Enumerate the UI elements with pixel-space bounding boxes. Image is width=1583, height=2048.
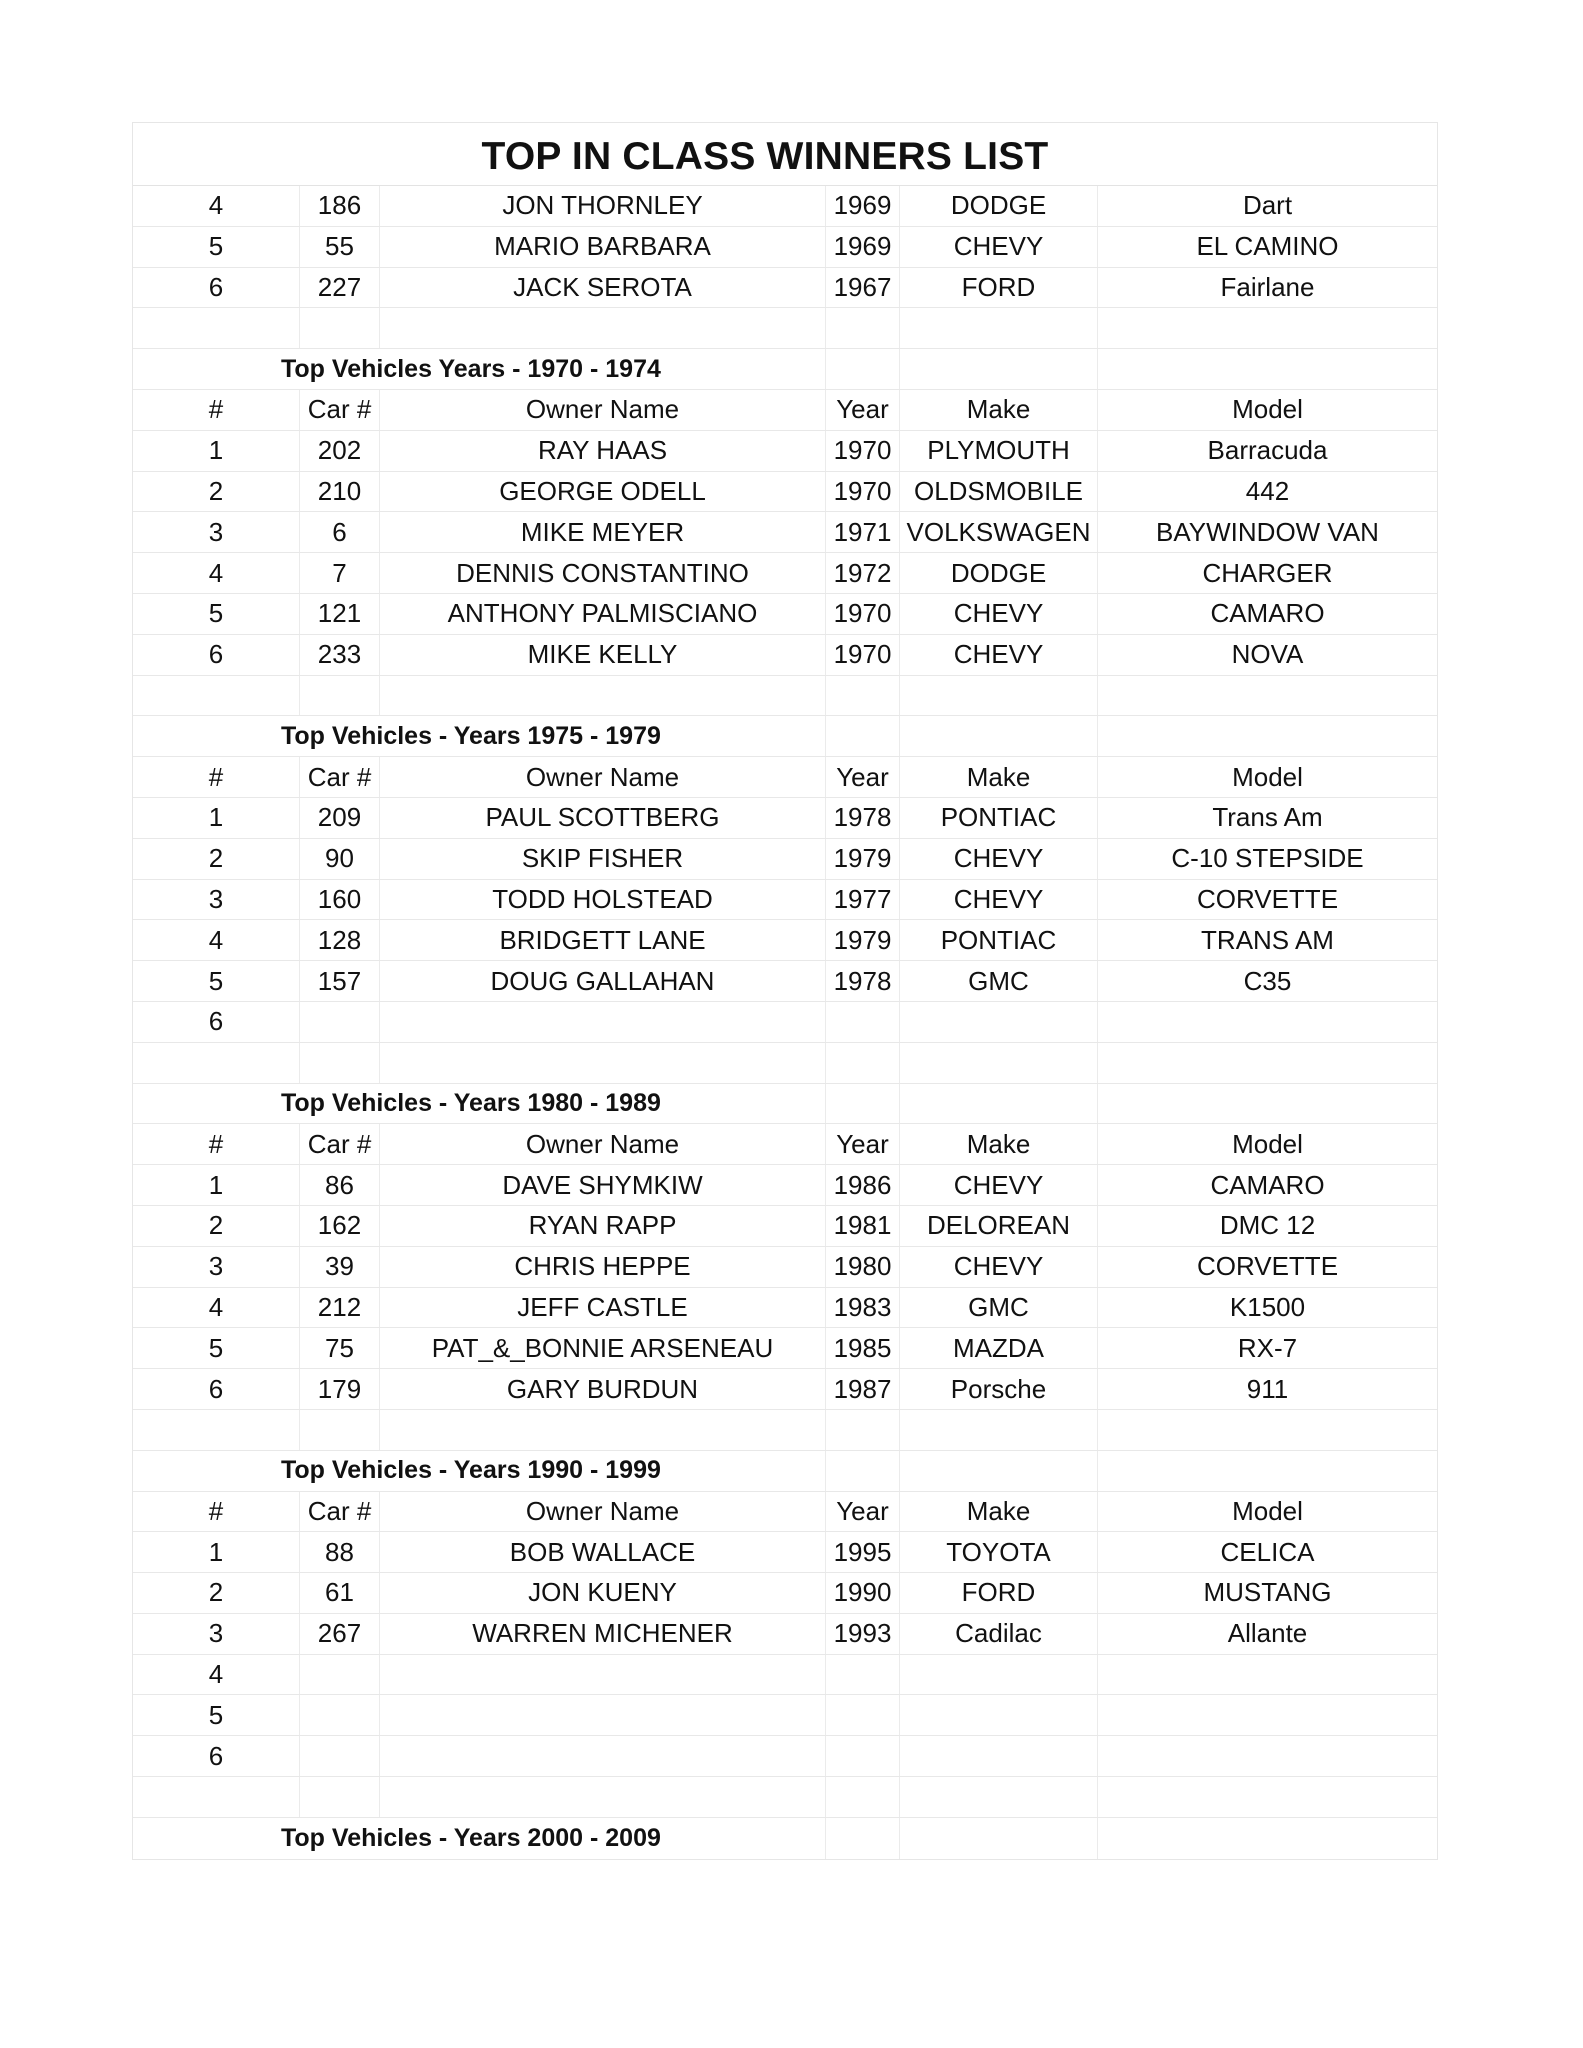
table-row: [133, 1288, 1437, 1329]
model-cell: Dart: [1242, 190, 1293, 221]
empty-cell: [380, 676, 826, 716]
table-row: [133, 268, 1437, 309]
rank-cell: 6: [133, 1002, 300, 1042]
year-cell: 1987: [826, 1369, 900, 1409]
column-header-row: [133, 390, 1437, 431]
make-cell: CHEVY: [900, 1165, 1098, 1205]
column-header-row: [133, 1492, 1437, 1533]
model-cell: C-10 STEPSIDE: [1171, 843, 1364, 874]
model-cell: RX-7: [1237, 1332, 1298, 1363]
column-header-year: Year: [826, 1492, 900, 1532]
model-cell: K1500: [1229, 1291, 1306, 1322]
table-row: [133, 1614, 1437, 1655]
column-header-year: Year: [826, 390, 900, 430]
rank-cell: 4: [133, 1655, 300, 1695]
rank-cell: 4: [133, 553, 300, 593]
year-cell: 1978: [826, 798, 900, 838]
owner-cell: DENNIS CONSTANTINO: [380, 553, 826, 593]
empty-cell: [300, 1043, 380, 1083]
empty-cell: [900, 1043, 1098, 1083]
year-cell: 1983: [826, 1288, 900, 1328]
year-cell: 1971: [826, 512, 900, 552]
make-cell: GMC: [900, 1288, 1098, 1328]
table-row: [133, 227, 1437, 268]
model-cell: CAMARO: [1210, 1169, 1325, 1200]
year-cell: [826, 1655, 900, 1695]
owner-cell: DOUG GALLAHAN: [380, 961, 826, 1001]
empty-cell: [826, 349, 900, 389]
year-cell: [826, 1695, 900, 1735]
empty-cell: [1098, 1043, 1437, 1083]
year-cell: 1977: [826, 880, 900, 920]
car-cell: 212: [300, 1288, 380, 1328]
owner-cell: RAY HAAS: [380, 431, 826, 471]
model-cell: C35: [1243, 965, 1292, 996]
empty-cell: [900, 1777, 1098, 1817]
make-cell: CHEVY: [900, 594, 1098, 634]
make-cell: GMC: [900, 961, 1098, 1001]
owner-cell: [380, 1002, 826, 1042]
make-cell: Cadilac: [900, 1614, 1098, 1654]
car-cell: 90: [300, 839, 380, 879]
table-row: [133, 553, 1437, 594]
year-cell: 1986: [826, 1165, 900, 1205]
column-header-car: Car #: [300, 390, 380, 430]
empty-cell: [826, 308, 900, 348]
spacer-row: [133, 1043, 1437, 1084]
car-cell: 7: [300, 553, 380, 593]
model-cell: CHARGER: [1202, 557, 1333, 588]
car-cell: 233: [300, 635, 380, 675]
empty-cell: [1098, 1818, 1437, 1859]
column-header-make: Make: [900, 1124, 1098, 1164]
make-cell: CHEVY: [900, 880, 1098, 920]
empty-cell: [826, 1818, 900, 1859]
empty-cell: [1098, 349, 1437, 389]
column-header-model: Model: [1232, 1128, 1303, 1159]
owner-cell: TODD HOLSTEAD: [380, 880, 826, 920]
model-cell: EL CAMINO: [1196, 231, 1339, 262]
column-header-owner: Owner Name: [380, 1492, 826, 1532]
empty-cell: [133, 1777, 300, 1817]
table-row: [133, 186, 1437, 227]
column-header-make: Make: [900, 1492, 1098, 1532]
table-row: [133, 635, 1437, 676]
owner-cell: JEFF CASTLE: [380, 1288, 826, 1328]
table-row: [133, 961, 1437, 1002]
table-row: [133, 1247, 1437, 1288]
make-cell: MAZDA: [900, 1328, 1098, 1368]
year-cell: 1970: [826, 635, 900, 675]
make-cell: PONTIAC: [900, 920, 1098, 960]
model-cell: 911: [1246, 1373, 1289, 1404]
table-row: [133, 431, 1437, 472]
column-header-car: Car #: [300, 1492, 380, 1532]
empty-cell: [900, 716, 1098, 756]
car-cell: 128: [300, 920, 380, 960]
year-cell: 1981: [826, 1206, 900, 1246]
make-cell: TOYOTA: [900, 1532, 1098, 1572]
winners-table: [132, 122, 1438, 1860]
year-cell: 1993: [826, 1614, 900, 1654]
car-cell: 210: [300, 472, 380, 512]
section-title: Top Vehicles - Years 2000 - 2009: [133, 1818, 826, 1859]
model-cell: Allante: [1227, 1618, 1308, 1649]
empty-cell: [900, 1410, 1098, 1450]
make-cell: PLYMOUTH: [900, 431, 1098, 471]
section-title-row: [133, 349, 1437, 390]
column-header-make: Make: [900, 390, 1098, 430]
model-cell: TRANS AM: [1201, 924, 1334, 955]
owner-cell: RYAN RAPP: [380, 1206, 826, 1246]
owner-cell: GEORGE ODELL: [380, 472, 826, 512]
owner-cell: MIKE KELLY: [380, 635, 826, 675]
rank-cell: 4: [133, 1288, 300, 1328]
column-header-owner: Owner Name: [380, 1124, 826, 1164]
column-header-rank: #: [133, 1124, 300, 1164]
make-cell: VOLKSWAGEN: [900, 512, 1098, 552]
model-cell: [1098, 1736, 1437, 1776]
year-cell: 1969: [826, 186, 900, 226]
model-cell: Trans Am: [1212, 802, 1323, 833]
rank-cell: 4: [133, 920, 300, 960]
car-cell: 86: [300, 1165, 380, 1205]
empty-cell: [133, 1410, 300, 1450]
column-header-row: [133, 757, 1437, 798]
model-cell: CAMARO: [1210, 598, 1325, 629]
empty-cell: [1098, 1777, 1437, 1817]
empty-cell: [900, 676, 1098, 716]
column-header-year: Year: [826, 757, 900, 797]
empty-cell: [900, 349, 1098, 389]
year-cell: 1970: [826, 472, 900, 512]
section-title: Top Vehicles Years - 1970 - 1974: [133, 349, 826, 389]
section-title: Top Vehicles - Years 1990 - 1999: [133, 1451, 826, 1491]
car-cell: 39: [300, 1247, 380, 1287]
year-cell: [826, 1736, 900, 1776]
make-cell: DODGE: [900, 553, 1098, 593]
rank-cell: 6: [133, 1736, 300, 1776]
rank-cell: 1: [133, 798, 300, 838]
empty-cell: [133, 1043, 300, 1083]
car-cell: 227: [300, 268, 380, 308]
owner-cell: BOB WALLACE: [380, 1532, 826, 1572]
make-cell: CHEVY: [900, 1247, 1098, 1287]
car-cell: 121: [300, 594, 380, 634]
spacer-row: [133, 308, 1437, 349]
rank-cell: 6: [133, 635, 300, 675]
make-cell: DELOREAN: [900, 1206, 1098, 1246]
owner-cell: [380, 1655, 826, 1695]
empty-cell: [300, 1777, 380, 1817]
year-cell: 1985: [826, 1328, 900, 1368]
empty-cell: [826, 676, 900, 716]
make-cell: OLDSMOBILE: [900, 472, 1098, 512]
empty-cell: [900, 308, 1098, 348]
table-row: [133, 1736, 1437, 1777]
owner-cell: JON KUENY: [380, 1573, 826, 1613]
model-cell: [1098, 1655, 1437, 1695]
rank-cell: 2: [133, 1573, 300, 1613]
car-cell: 75: [300, 1328, 380, 1368]
empty-cell: [1098, 1084, 1437, 1124]
section-title-row: [133, 1818, 1437, 1859]
rank-cell: 6: [133, 1369, 300, 1409]
year-cell: 1995: [826, 1532, 900, 1572]
table-row: [133, 1165, 1437, 1206]
section-title: Top Vehicles - Years 1980 - 1989: [133, 1084, 826, 1124]
empty-cell: [1098, 676, 1437, 716]
car-cell: [300, 1002, 380, 1042]
car-cell: 179: [300, 1369, 380, 1409]
car-cell: 88: [300, 1532, 380, 1572]
column-header-make: Make: [900, 757, 1098, 797]
empty-cell: [300, 676, 380, 716]
column-header-rank: #: [133, 390, 300, 430]
rank-cell: 5: [133, 1328, 300, 1368]
column-header-rank: #: [133, 757, 300, 797]
table-row: [133, 1369, 1437, 1410]
spacer-row: [133, 1410, 1437, 1451]
car-cell: 160: [300, 880, 380, 920]
model-cell: [1098, 1695, 1437, 1735]
empty-cell: [1098, 308, 1437, 348]
year-cell: 1969: [826, 227, 900, 267]
make-cell: [900, 1695, 1098, 1735]
spacer-row: [133, 676, 1437, 717]
rank-cell: 5: [133, 227, 300, 267]
owner-cell: ANTHONY PALMISCIANO: [380, 594, 826, 634]
owner-cell: JACK SEROTA: [380, 268, 826, 308]
car-cell: 267: [300, 1614, 380, 1654]
make-cell: FORD: [900, 268, 1098, 308]
rank-cell: 1: [133, 1165, 300, 1205]
column-header-model: Model: [1232, 394, 1303, 425]
owner-cell: MIKE MEYER: [380, 512, 826, 552]
section-title-row: [133, 1084, 1437, 1125]
car-cell: 186: [300, 186, 380, 226]
empty-cell: [380, 1043, 826, 1083]
owner-cell: GARY BURDUN: [380, 1369, 826, 1409]
column-header-car: Car #: [300, 1124, 380, 1164]
model-cell: CORVETTE: [1196, 1251, 1339, 1282]
section-title-row: [133, 1451, 1437, 1492]
empty-cell: [826, 1410, 900, 1450]
make-cell: [900, 1002, 1098, 1042]
year-cell: 1990: [826, 1573, 900, 1613]
model-cell: CELICA: [1220, 1536, 1315, 1567]
rank-cell: 4: [133, 186, 300, 226]
car-cell: 157: [300, 961, 380, 1001]
make-cell: FORD: [900, 1573, 1098, 1613]
model-cell: NOVA: [1231, 639, 1304, 670]
rank-cell: 5: [133, 1695, 300, 1735]
car-cell: [300, 1655, 380, 1695]
model-cell: BAYWINDOW VAN: [1156, 516, 1379, 547]
column-header-rank: #: [133, 1492, 300, 1532]
owner-cell: DAVE SHYMKIW: [380, 1165, 826, 1205]
owner-cell: SKIP FISHER: [380, 839, 826, 879]
make-cell: PONTIAC: [900, 798, 1098, 838]
table-row: [133, 1655, 1437, 1696]
empty-cell: [380, 1777, 826, 1817]
column-header-owner: Owner Name: [380, 757, 826, 797]
rank-cell: 3: [133, 1614, 300, 1654]
owner-cell: PAT_&_BONNIE ARSENEAU: [380, 1328, 826, 1368]
owner-cell: CHRIS HEPPE: [380, 1247, 826, 1287]
page-title: TOP IN CLASS WINNERS LIST: [481, 135, 1049, 178]
rank-cell: 6: [133, 268, 300, 308]
empty-cell: [900, 1818, 1098, 1859]
empty-cell: [380, 1410, 826, 1450]
table-row: [133, 839, 1437, 880]
empty-cell: [1098, 1451, 1437, 1491]
column-header-model: Model: [1232, 1495, 1303, 1526]
section-title: Top Vehicles - Years 1975 - 1979: [133, 716, 826, 756]
model-cell: DMC 12: [1219, 1210, 1316, 1241]
car-cell: 209: [300, 798, 380, 838]
column-header-model: Model: [1232, 761, 1303, 792]
rank-cell: 3: [133, 880, 300, 920]
table-row: [133, 512, 1437, 553]
car-cell: [300, 1736, 380, 1776]
table-row: [133, 1206, 1437, 1247]
model-cell: Fairlane: [1220, 271, 1315, 302]
make-cell: DODGE: [900, 186, 1098, 226]
table-row: [133, 1328, 1437, 1369]
table-row: [133, 1695, 1437, 1736]
table-row: [133, 1573, 1437, 1614]
empty-cell: [900, 1451, 1098, 1491]
rank-cell: 3: [133, 512, 300, 552]
car-cell: 162: [300, 1206, 380, 1246]
model-cell: Barracuda: [1207, 435, 1328, 466]
table-row: [133, 798, 1437, 839]
column-header-year: Year: [826, 1124, 900, 1164]
empty-cell: [1098, 716, 1437, 756]
year-cell: 1970: [826, 594, 900, 634]
rank-cell: 1: [133, 431, 300, 471]
empty-cell: [133, 308, 300, 348]
model-cell: [1098, 1002, 1437, 1042]
make-cell: CHEVY: [900, 839, 1098, 879]
make-cell: CHEVY: [900, 227, 1098, 267]
column-header-car: Car #: [300, 757, 380, 797]
rank-cell: 3: [133, 1247, 300, 1287]
car-cell: 61: [300, 1573, 380, 1613]
year-cell: 1970: [826, 431, 900, 471]
empty-cell: [826, 1451, 900, 1491]
rank-cell: 2: [133, 1206, 300, 1246]
table-row: [133, 920, 1437, 961]
rank-cell: 5: [133, 961, 300, 1001]
model-cell: MUSTANG: [1203, 1577, 1332, 1608]
title-row: [133, 123, 1437, 186]
year-cell: 1972: [826, 553, 900, 593]
year-cell: 1967: [826, 268, 900, 308]
rank-cell: 2: [133, 839, 300, 879]
owner-cell: WARREN MICHENER: [380, 1614, 826, 1654]
car-cell: 55: [300, 227, 380, 267]
column-header-owner: Owner Name: [380, 390, 826, 430]
empty-cell: [900, 1084, 1098, 1124]
owner-cell: MARIO BARBARA: [380, 227, 826, 267]
table-row: [133, 594, 1437, 635]
make-cell: [900, 1655, 1098, 1695]
year-cell: 1979: [826, 920, 900, 960]
empty-cell: [380, 308, 826, 348]
empty-cell: [826, 716, 900, 756]
model-cell: 442: [1245, 475, 1290, 506]
rank-cell: 1: [133, 1532, 300, 1572]
table-row: [133, 472, 1437, 513]
column-header-row: [133, 1124, 1437, 1165]
owner-cell: [380, 1736, 826, 1776]
owner-cell: JON THORNLEY: [380, 186, 826, 226]
model-cell: CORVETTE: [1196, 883, 1339, 914]
spacer-row: [133, 1777, 1437, 1818]
empty-cell: [133, 676, 300, 716]
car-cell: 6: [300, 512, 380, 552]
empty-cell: [300, 1410, 380, 1450]
make-cell: Porsche: [900, 1369, 1098, 1409]
owner-cell: [380, 1695, 826, 1735]
year-cell: 1980: [826, 1247, 900, 1287]
owner-cell: BRIDGETT LANE: [380, 920, 826, 960]
table-row: [133, 880, 1437, 921]
section-title-row: [133, 716, 1437, 757]
empty-cell: [826, 1084, 900, 1124]
year-cell: [826, 1002, 900, 1042]
rank-cell: 2: [133, 472, 300, 512]
rank-cell: 5: [133, 594, 300, 634]
car-cell: 202: [300, 431, 380, 471]
year-cell: 1979: [826, 839, 900, 879]
empty-cell: [300, 308, 380, 348]
empty-cell: [826, 1043, 900, 1083]
table-row: [133, 1002, 1437, 1043]
make-cell: [900, 1736, 1098, 1776]
empty-cell: [826, 1777, 900, 1817]
table-row: [133, 1532, 1437, 1573]
empty-cell: [1098, 1410, 1437, 1450]
make-cell: CHEVY: [900, 635, 1098, 675]
owner-cell: PAUL SCOTTBERG: [380, 798, 826, 838]
year-cell: 1978: [826, 961, 900, 1001]
car-cell: [300, 1695, 380, 1735]
